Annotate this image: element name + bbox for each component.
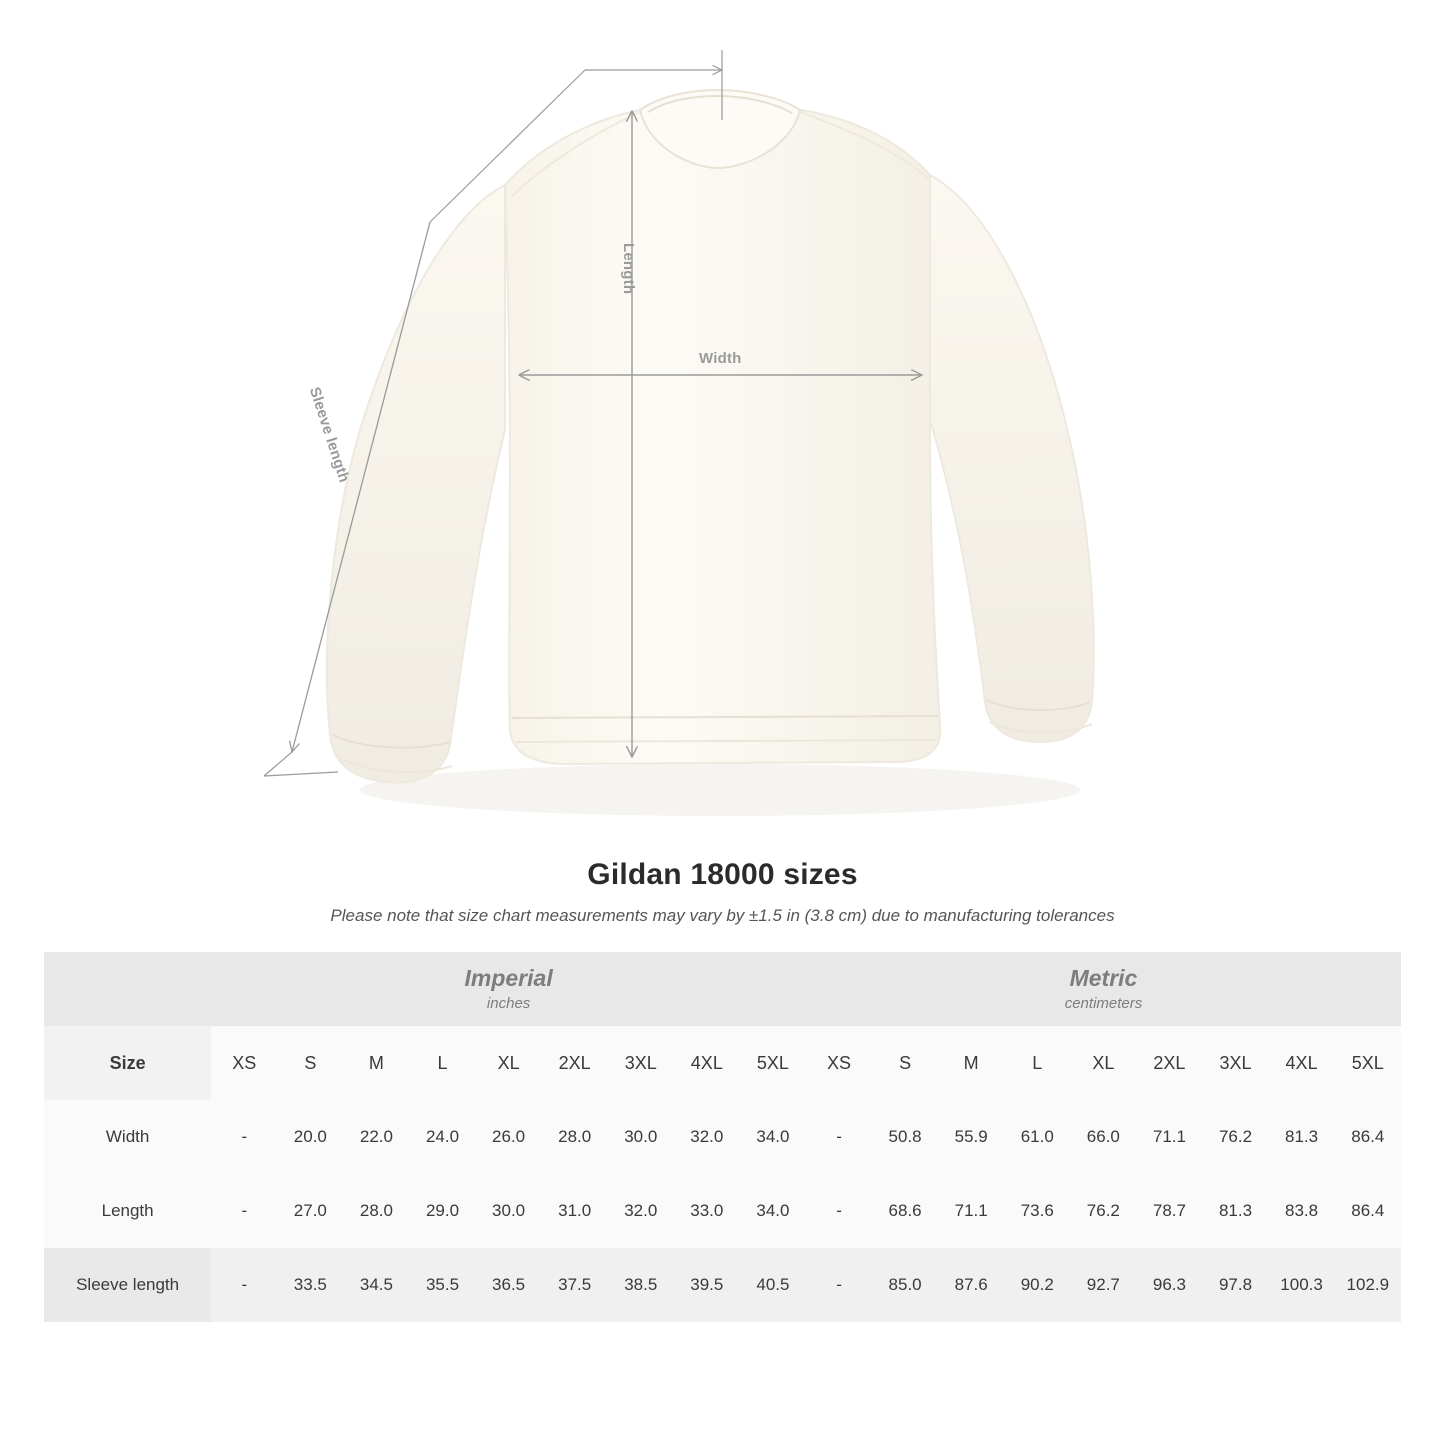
cell-sleeve-metric-xs: -	[806, 1248, 872, 1322]
cell-sleeve-imperial-4xl: 39.5	[674, 1248, 740, 1322]
cell-sleeve-metric-s: 85.0	[872, 1248, 938, 1322]
header-cell-imperial-4xl: 4XL	[674, 1026, 740, 1100]
header-cell-metric-3xl: 3XL	[1202, 1026, 1268, 1100]
row-label-length: Length	[44, 1174, 211, 1248]
header-cell-metric-5xl: 5XL	[1335, 1026, 1401, 1100]
cell-width-imperial-2xl: 28.0	[542, 1100, 608, 1174]
cell-sleeve-metric-3xl: 97.8	[1202, 1248, 1268, 1322]
cell-width-metric-xl: 66.0	[1070, 1100, 1136, 1174]
imperial-unit-header	[211, 952, 806, 1026]
cell-width-metric-s: 50.8	[872, 1100, 938, 1174]
header-cell-metric-xs: XS	[806, 1026, 872, 1100]
size-table	[44, 952, 1401, 1322]
cell-width-imperial-m: 22.0	[343, 1100, 409, 1174]
tolerance-note: Please note that size chart measurements may vary by ±1.5 in (3.8 cm) due to manufacturing tolerances	[330, 906, 1115, 925]
cell-length-metric-4xl: 83.8	[1269, 1174, 1335, 1248]
title-block	[0, 858, 1445, 926]
header-cell-metric-4xl: 4XL	[1269, 1026, 1335, 1100]
cell-sleeve-imperial-s: 33.5	[277, 1248, 343, 1322]
header-cell-imperial-2xl: 2XL	[542, 1026, 608, 1100]
table-header-row	[44, 1026, 1401, 1100]
header-cell-metric-s: S	[872, 1026, 938, 1100]
cell-length-imperial-5xl: 34.0	[740, 1174, 806, 1248]
header-cell-metric-m: M	[938, 1026, 1004, 1100]
cell-sleeve-imperial-3xl: 38.5	[608, 1248, 674, 1322]
header-cell-imperial-s: S	[277, 1026, 343, 1100]
cell-length-metric-3xl: 81.3	[1202, 1174, 1268, 1248]
row-label-width: Width	[44, 1100, 211, 1174]
imperial-unit-sub: inches	[486, 994, 531, 1012]
cell-width-metric-3xl: 76.2	[1202, 1100, 1268, 1174]
cell-sleeve-imperial-xl: 36.5	[476, 1248, 542, 1322]
row-label-sleeve-length: Sleeve length	[44, 1248, 211, 1322]
cell-sleeve-metric-l: 90.2	[1004, 1248, 1070, 1322]
cell-length-metric-l: 73.6	[1004, 1174, 1070, 1248]
cell-sleeve-imperial-m: 34.5	[343, 1248, 409, 1322]
cell-length-metric-5xl: 86.4	[1335, 1174, 1401, 1248]
header-cell-imperial-5xl: 5XL	[740, 1026, 806, 1100]
cell-sleeve-metric-5xl: 102.9	[1335, 1248, 1401, 1322]
cell-sleeve-metric-2xl: 96.3	[1136, 1248, 1202, 1322]
cell-length-imperial-4xl: 33.0	[674, 1174, 740, 1248]
cell-width-metric-5xl: 86.4	[1335, 1100, 1401, 1174]
cell-width-imperial-5xl: 34.0	[740, 1100, 806, 1174]
size-table-wrap	[44, 952, 1401, 1322]
table-row	[44, 1248, 1401, 1322]
header-cell-imperial-xl: XL	[476, 1026, 542, 1100]
size-column-header: Size	[44, 1026, 211, 1100]
cell-width-imperial-4xl: 32.0	[674, 1100, 740, 1174]
cell-length-metric-xl: 76.2	[1070, 1174, 1136, 1248]
page-title: Gildan 18000 sizes	[587, 858, 858, 891]
cell-width-metric-4xl: 81.3	[1269, 1100, 1335, 1174]
unit-header-row	[44, 952, 1401, 1026]
metric-unit-header	[806, 952, 1401, 1026]
cell-length-imperial-l: 29.0	[409, 1174, 475, 1248]
metric-unit-name: Metric	[1069, 965, 1138, 992]
cell-length-imperial-2xl: 31.0	[542, 1174, 608, 1248]
cell-length-imperial-xs: -	[211, 1174, 277, 1248]
header-cell-metric-2xl: 2XL	[1136, 1026, 1202, 1100]
cell-sleeve-imperial-l: 35.5	[409, 1248, 475, 1322]
cell-sleeve-imperial-2xl: 37.5	[542, 1248, 608, 1322]
header-cell-metric-xl: XL	[1070, 1026, 1136, 1100]
header-cell-metric-l: L	[1004, 1026, 1070, 1100]
cell-length-metric-xs: -	[806, 1174, 872, 1248]
cell-width-metric-m: 55.9	[938, 1100, 1004, 1174]
cell-width-imperial-3xl: 30.0	[608, 1100, 674, 1174]
header-cell-imperial-3xl: 3XL	[608, 1026, 674, 1100]
cell-length-imperial-s: 27.0	[277, 1174, 343, 1248]
cell-length-imperial-3xl: 32.0	[608, 1174, 674, 1248]
header-cell-imperial-m: M	[343, 1026, 409, 1100]
cell-length-metric-s: 68.6	[872, 1174, 938, 1248]
imperial-unit-name: Imperial	[464, 965, 553, 992]
cell-sleeve-metric-m: 87.6	[938, 1248, 1004, 1322]
cell-sleeve-metric-xl: 92.7	[1070, 1248, 1136, 1322]
metric-unit-sub: centimeters	[1064, 994, 1143, 1012]
sleeve-dimension-label: Sleeve length	[305, 385, 353, 485]
header-cell-imperial-xs: XS	[211, 1026, 277, 1100]
table-row	[44, 1174, 1401, 1248]
cell-width-metric-l: 61.0	[1004, 1100, 1070, 1174]
cell-sleeve-imperial-5xl: 40.5	[740, 1248, 806, 1322]
cell-sleeve-metric-4xl: 100.3	[1269, 1248, 1335, 1322]
table-row	[44, 1100, 1401, 1174]
cell-width-metric-2xl: 71.1	[1136, 1100, 1202, 1174]
cell-length-imperial-xl: 30.0	[476, 1174, 542, 1248]
cell-width-imperial-xs: -	[211, 1100, 277, 1174]
length-dimension-label: Length	[620, 243, 637, 295]
cell-width-metric-xs: -	[806, 1100, 872, 1174]
cell-width-imperial-l: 24.0	[409, 1100, 475, 1174]
width-dimension-label: Width	[699, 350, 742, 367]
sweatshirt-body	[505, 110, 940, 764]
cell-length-metric-2xl: 78.7	[1136, 1174, 1202, 1248]
cell-width-imperial-s: 20.0	[277, 1100, 343, 1174]
cell-length-imperial-m: 28.0	[343, 1174, 409, 1248]
cell-width-imperial-xl: 26.0	[476, 1100, 542, 1174]
header-cell-imperial-l: L	[409, 1026, 475, 1100]
right-sleeve	[930, 175, 1094, 742]
cell-length-metric-m: 71.1	[938, 1174, 1004, 1248]
cell-sleeve-imperial-xs: -	[211, 1248, 277, 1322]
